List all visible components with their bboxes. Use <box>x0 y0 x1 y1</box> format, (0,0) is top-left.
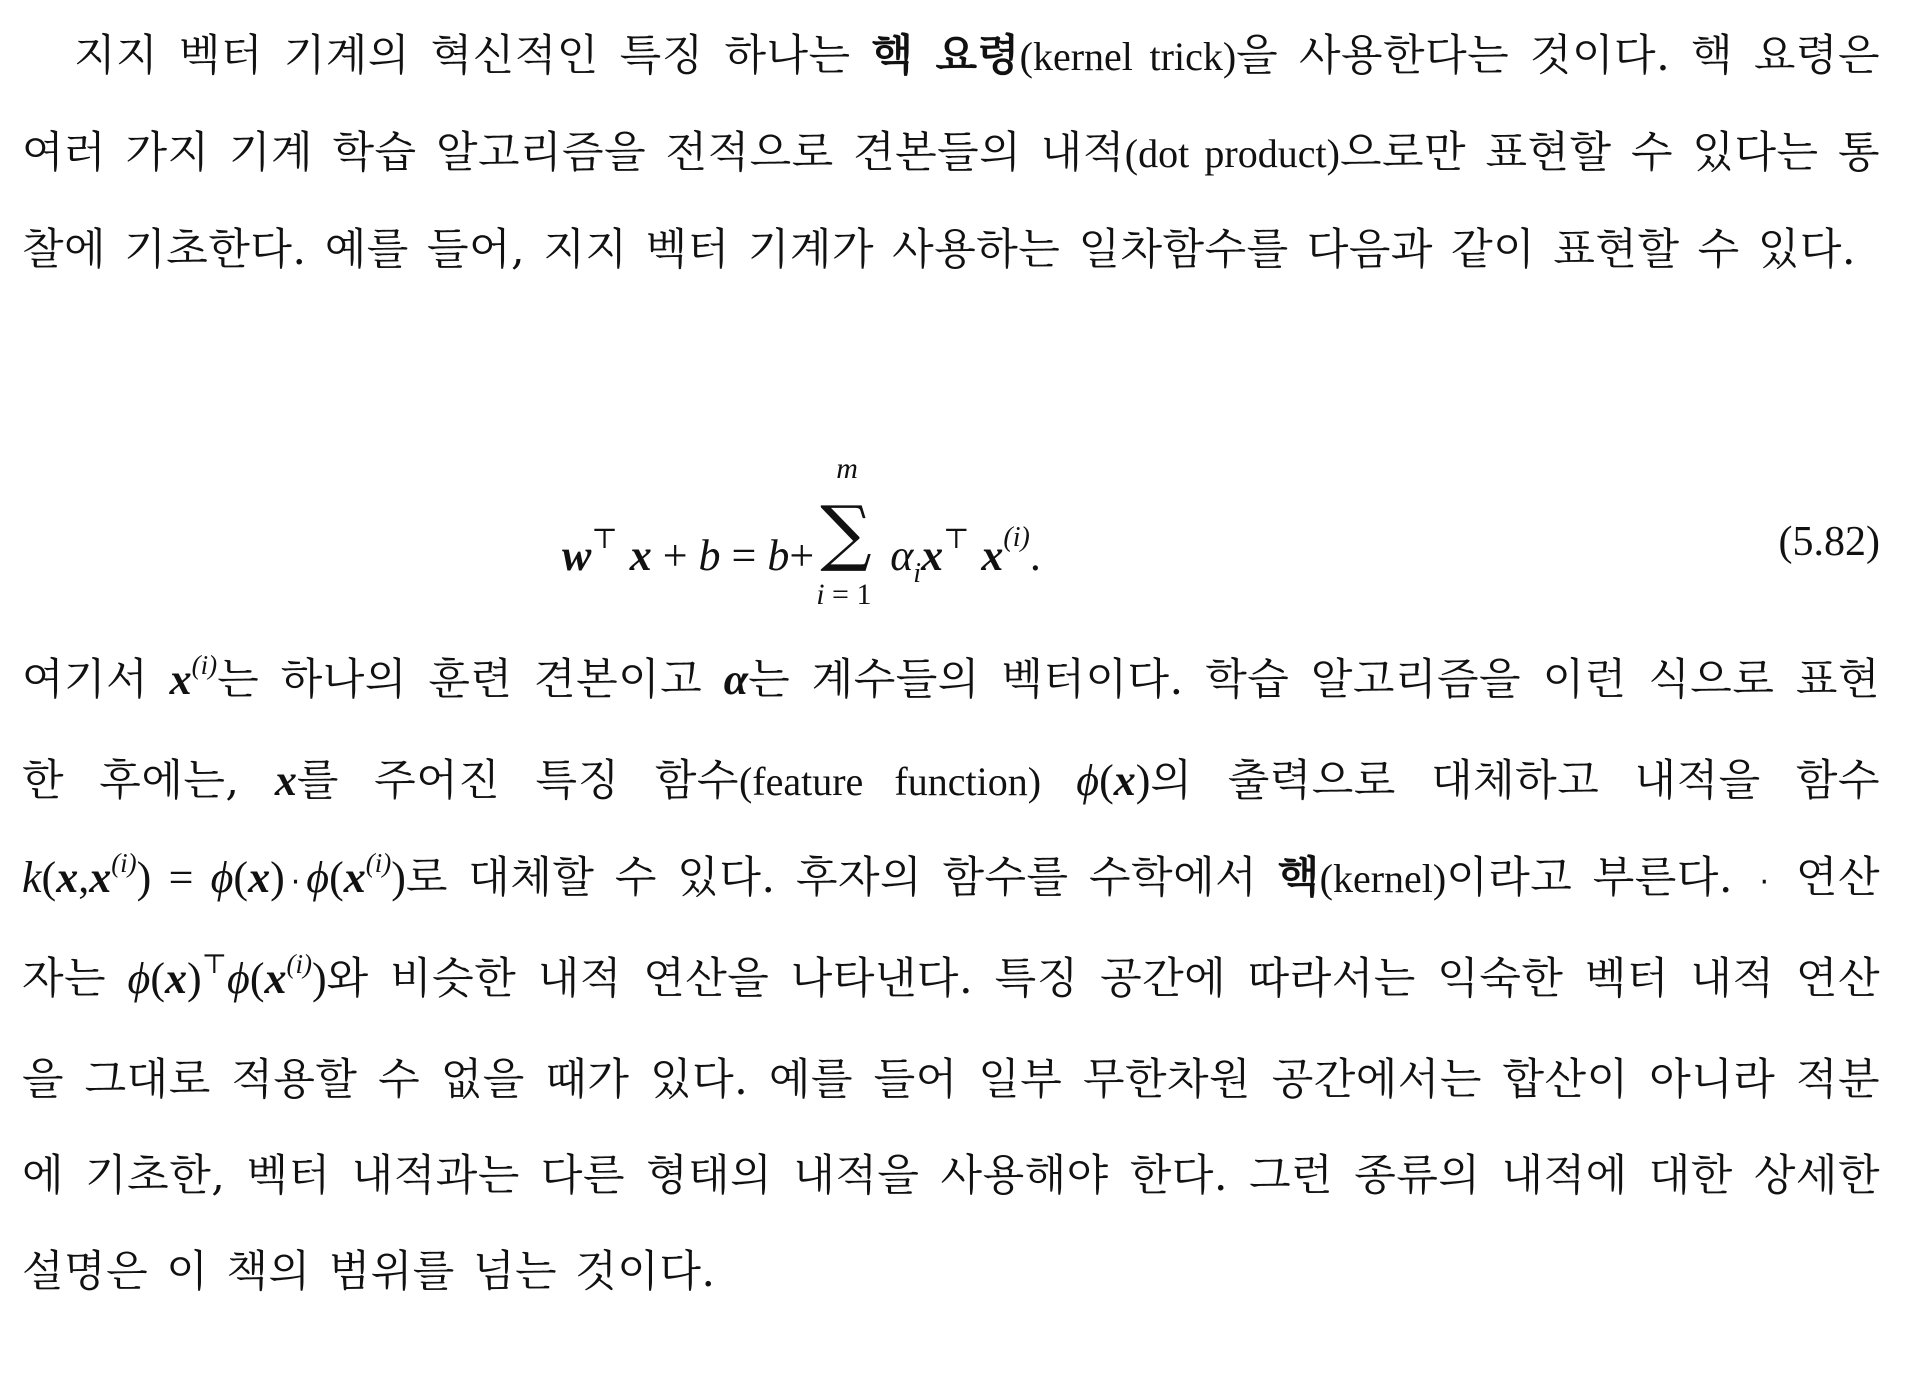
math-symbol: x <box>264 954 287 1003</box>
transpose-symbol: ⊤ <box>591 524 618 555</box>
paragraph-2 <box>22 632 1880 1320</box>
math-paren: ( <box>41 853 57 902</box>
superscript: (i) <box>365 848 392 878</box>
page <box>22 0 1880 1390</box>
math-operator: = <box>720 531 768 580</box>
math-paren: ( <box>233 853 249 902</box>
math-operator: + <box>651 531 699 580</box>
text-run: 지지 벡터 기계의 혁신적인 특징 하나는 <box>74 31 872 81</box>
math-symbol: ϕ <box>1076 756 1100 805</box>
math-symbol: α <box>890 531 914 580</box>
math-operator: + <box>789 531 815 580</box>
text-run: 으로만 표현할 수 있다는 통찰에 기초한다. 예를 들어, 지지 벡터 기계가 사용하는 일차함수를 다음과 같이 표현할 수 있다. <box>22 128 1880 275</box>
math-paren: ( <box>150 954 165 1003</box>
bold-term-kernel-trick: 핵 요령 <box>871 31 1020 81</box>
transpose-symbol: ⊤ <box>943 524 970 555</box>
math-operator: = <box>151 853 211 902</box>
math-paren: ) <box>391 853 406 902</box>
subscript: i <box>913 558 922 589</box>
math-symbol: k <box>22 853 42 902</box>
dot-operator: · <box>1759 865 1770 900</box>
math-symbol: x <box>1113 756 1136 805</box>
math-punctuation: , <box>78 853 90 902</box>
math-symbol: x <box>921 531 944 580</box>
math-symbol: b <box>698 531 721 580</box>
math-paren: ( <box>329 853 344 902</box>
math-symbol: ϕ <box>227 954 250 1003</box>
text-run: 와 비슷한 내적 연산을 나타낸다. 특징 공간에 따라서는 익숙한 벡터 내적 연산을 그대로 적용할 수 없을 때가 있다. 예를 들어 일부 무한차원 공간에서는 합산이 아니라 적분에 기초한, 벡터 내적과는 다른 형태의 내적을 사용해야 한다. 그런 종류의 내적에 대한 상세한 설명은 이 책의 범위를 넘는 것이다. <box>22 954 1881 1297</box>
dot-operator: · <box>290 865 301 900</box>
math-symbol: x <box>274 756 297 805</box>
math-symbol: b <box>767 531 790 580</box>
text-run: 여기서 <box>22 655 170 705</box>
math-symbol: x <box>164 954 187 1003</box>
math-symbol: α <box>723 655 749 704</box>
math-symbol: x <box>629 531 652 580</box>
superscript: (i) <box>191 650 218 680</box>
summation <box>816 452 886 611</box>
math-symbol: ϕ <box>127 954 151 1003</box>
text-run: 는 계수들의 벡터이다. 학습 알고리즘을 이런 식으로 표현한 후에는, <box>22 655 1880 806</box>
latin-term: (dot product) <box>1124 131 1340 176</box>
latin-term: (kernel trick) <box>1019 34 1237 79</box>
superscript: (i) <box>111 848 137 878</box>
sum-lower-limit <box>816 580 871 610</box>
equation-number: (5.82) <box>1778 519 1880 565</box>
superscript: (i) <box>1003 522 1030 553</box>
math-symbol: ϕ <box>210 853 234 902</box>
sum-lower-rest: = 1 <box>824 578 872 611</box>
math-symbol: x <box>248 853 271 902</box>
latin-term: (kernel) <box>1319 856 1447 901</box>
superscript: (i) <box>286 949 312 979</box>
paragraph-1 <box>22 8 1880 298</box>
text-run: 의 출력으로 대체하고 내적을 함수 <box>1150 756 1880 806</box>
math-paren: ) <box>311 954 327 1003</box>
transpose-symbol: ⊤ <box>201 949 228 979</box>
math-punctuation: . <box>1029 531 1041 580</box>
math-symbol: x <box>169 655 192 704</box>
text-run: 를 주어진 특징 함수 <box>296 756 739 806</box>
math-symbol: x <box>343 853 366 902</box>
math-paren: ( <box>249 954 265 1003</box>
math-symbol: w <box>562 531 592 580</box>
text-run: 을 사용한다는 것이다. 핵 요령은 여러 가지 기계 학습 알고리즘을 전적으로 견본들의 내적 <box>22 31 1880 178</box>
text-run: 는 하나의 훈련 견본이고 <box>217 655 724 705</box>
latin-term: (feature function) <box>738 759 1042 804</box>
math-paren: ) <box>1135 756 1151 805</box>
text-run: 이라고 부른다. <box>1446 853 1754 903</box>
sum-symbol: ∑ <box>820 490 872 574</box>
math-paren: ) <box>136 853 152 902</box>
text-run: 연산자는 <box>22 853 1880 1004</box>
math-paren: ) <box>186 954 202 1003</box>
math-paren: ( <box>1099 756 1114 805</box>
text-run: 로 대체할 수 있다. 후자의 함수를 수학에서 <box>405 853 1278 903</box>
sum-index: i <box>816 578 825 611</box>
bold-term-kernel: 핵 <box>1277 853 1320 903</box>
sum-upper-limit: m <box>836 452 858 485</box>
math-symbol: x <box>89 853 112 902</box>
display-equation <box>22 440 1880 611</box>
math-symbol: ϕ <box>306 853 330 902</box>
math-paren: ) <box>270 853 285 902</box>
math-symbol: x <box>56 853 79 902</box>
math-symbol: x <box>981 531 1004 580</box>
equation-math <box>562 452 1041 611</box>
